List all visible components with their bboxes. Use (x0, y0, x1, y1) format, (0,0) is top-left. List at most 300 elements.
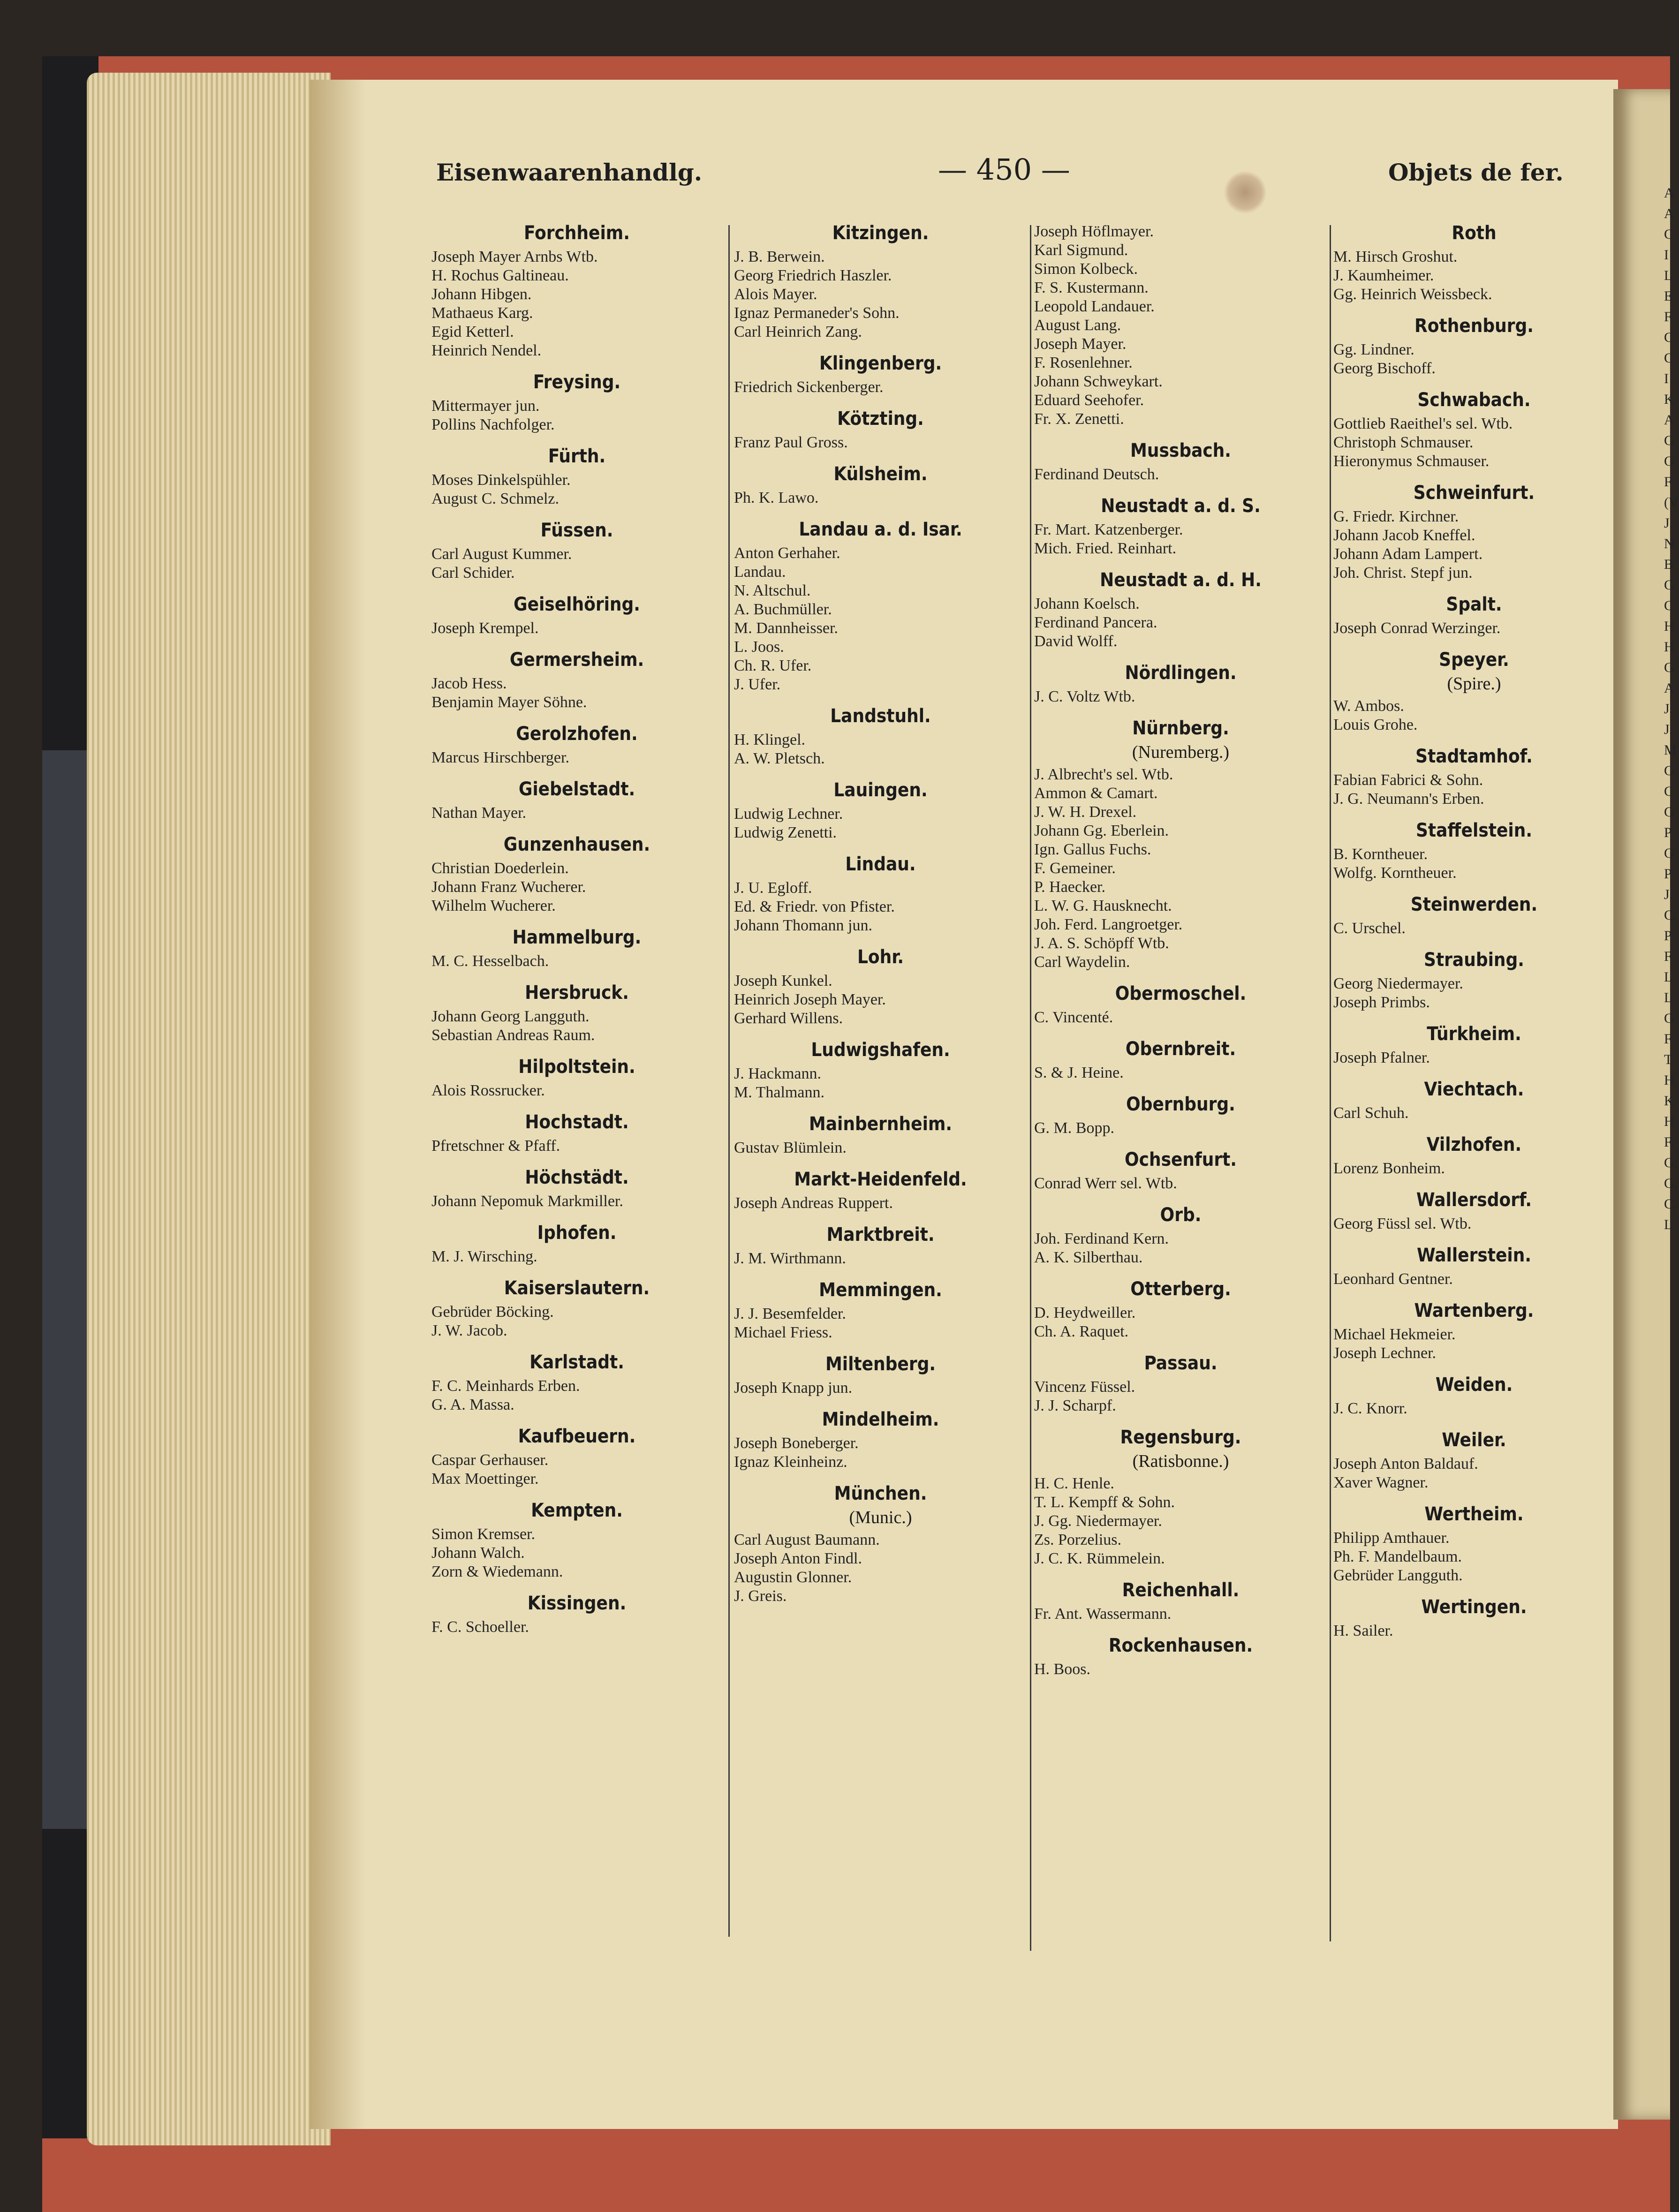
merchant-entry: Georg Füssl sel. Wtb. (1333, 1215, 1472, 1232)
next-page-letter: A (1664, 412, 1674, 428)
next-page-letter: C (1664, 350, 1674, 366)
next-page-letter: C (1664, 226, 1674, 242)
city-heading: Passau. (1144, 1352, 1218, 1374)
merchant-entry: Joseph Kunkel. (734, 972, 832, 989)
merchant-entry: Fabian Fabrici & Sohn. (1333, 771, 1483, 789)
city-heading: Fürth. (548, 445, 606, 467)
merchant-entry: Christian Doederlein. (431, 860, 569, 877)
merchant-entry: Ch. A. Raquet. (1034, 1323, 1129, 1340)
next-page-letter: A (1664, 185, 1674, 201)
city-heading: Weiden. (1435, 1374, 1513, 1396)
merchant-entry: Conrad Werr sel. Wtb. (1034, 1175, 1177, 1192)
merchant-entry: Joseph Anton Findl. (734, 1550, 862, 1567)
merchant-entry: Heinrich Joseph Mayer. (734, 991, 886, 1008)
merchant-entry: Johann Schweykart. (1034, 373, 1163, 390)
merchant-entry: Michael Hekmeier. (1333, 1326, 1456, 1343)
merchant-entry: J. M. Wirthmann. (734, 1250, 846, 1267)
merchant-entry: Joseph Primbs. (1333, 994, 1430, 1011)
next-page-letter: A (1664, 206, 1674, 221)
city-heading: Ochsenfurt. (1125, 1149, 1237, 1170)
next-page-letter: C (1664, 784, 1674, 799)
merchant-entry: B. Korntheuer. (1333, 846, 1428, 863)
merchant-entry: Johann Georg Langguth. (431, 1008, 590, 1025)
merchant-entry: F. S. Kustermann. (1034, 279, 1149, 296)
merchant-entry: Joh. Ferd. Langroetger. (1034, 916, 1183, 933)
merchant-entry: Gustav Blümlein. (734, 1139, 847, 1156)
merchant-entry: Gottlieb Raeithel's sel. Wtb. (1333, 415, 1513, 432)
next-page-letter: G (1664, 660, 1674, 675)
merchant-entry: Fr. X. Zenetti. (1034, 410, 1124, 428)
merchant-entry: Marcus Hirschberger. (431, 749, 569, 766)
merchant-entry: D. Heydweiller. (1034, 1304, 1136, 1321)
merchant-entry: Ludwig Lechner. (734, 805, 843, 823)
merchant-entry: L. W. G. Hausknecht. (1034, 897, 1172, 914)
merchant-entry: G. M. Bopp. (1034, 1119, 1114, 1137)
merchant-entry: Jacob Hess. (431, 675, 507, 692)
next-page-letter: L (1664, 1217, 1673, 1232)
merchant-entry: Ph. K. Lawo. (734, 489, 819, 506)
directory-column-3 (1034, 220, 1327, 1679)
merchant-entry: Heinrich Nendel. (431, 342, 542, 359)
city-heading: Obermoschel. (1115, 983, 1247, 1004)
merchant-entry: J. Hackmann. (734, 1065, 822, 1082)
city-heading: Kitzingen. (832, 222, 929, 244)
merchant-entry: A. K. Silberthau. (1034, 1249, 1143, 1266)
merchant-entry: M. J. Wirsching. (431, 1248, 537, 1265)
directory-column-4 (1333, 220, 1615, 1640)
merchant-entry: Johann Walch. (431, 1544, 525, 1562)
merchant-entry: Landau. (734, 563, 786, 581)
next-page-visible-letters (1664, 183, 1678, 1235)
merchant-entry: Joh. Christ. Stepf jun. (1333, 564, 1473, 581)
merchant-entry: Karl Sigmund. (1034, 242, 1128, 259)
next-page-edge (1613, 89, 1670, 2120)
merchant-entry: Ammon & Camart. (1034, 785, 1158, 802)
page-gutter-shadow (310, 80, 366, 2129)
city-heading: Lohr. (857, 946, 904, 968)
merchant-entry: Johann Jacob Kneffel. (1333, 527, 1475, 544)
next-page-letter: G (1664, 1011, 1674, 1026)
merchant-entry: Sebastian Andreas Raum. (431, 1027, 595, 1044)
merchant-entry: Joseph Boneberger. (734, 1434, 859, 1452)
merchant-entry: L. Joos. (734, 638, 784, 656)
next-page-letter: G (1664, 846, 1674, 861)
city-heading: Wertheim. (1424, 1503, 1524, 1525)
next-page-letter: I (1664, 371, 1669, 386)
next-page-letter: T (1664, 1052, 1673, 1067)
merchant-entry: Carl Waydelin. (1034, 953, 1130, 971)
city-heading: Freysing. (533, 371, 621, 393)
next-page-letter: N (1664, 536, 1674, 551)
merchant-entry: W. Ambos. (1333, 697, 1404, 715)
city-heading: Mindelheim. (822, 1409, 939, 1430)
merchant-entry: Carl Schider. (431, 564, 515, 581)
next-page-letter: H (1664, 1072, 1674, 1088)
next-page-letter: H (1664, 1114, 1674, 1129)
merchant-entry: Franz Paul Gross. (734, 434, 848, 451)
merchant-entry: H. Rochus Galtineau. (431, 267, 569, 284)
next-page-letter: H (1664, 619, 1674, 634)
merchant-entry: H. Boos. (1034, 1661, 1090, 1678)
next-page-letter: F (1664, 1031, 1672, 1047)
merchant-entry: Vincenz Füssel. (1034, 1378, 1135, 1396)
directory-column-2 (734, 220, 1027, 1606)
header-category-french: Objets de fer. (1388, 159, 1564, 186)
city-heading: Viechtach. (1424, 1079, 1524, 1100)
city-heading: Gunzenhausen. (503, 834, 650, 855)
column-divider-3 (1330, 225, 1331, 1941)
merchant-entry: J. W. Jacob. (431, 1322, 507, 1339)
next-page-letter: F (1664, 309, 1672, 325)
merchant-entry: F. Gemeiner. (1034, 860, 1116, 877)
merchant-entry: Ign. Gallus Fuchs. (1034, 841, 1151, 858)
merchant-entry: Lorenz Bonheim. (1333, 1160, 1445, 1177)
merchant-entry: Alois Rossrucker. (431, 1082, 545, 1099)
next-page-letter: J. (1664, 722, 1673, 737)
city-heading: Iphofen. (537, 1222, 617, 1244)
merchant-entry: Joh. Ferdinand Kern. (1034, 1230, 1169, 1247)
city-heading: Obernburg. (1126, 1094, 1235, 1115)
city-heading: Hilpoltstein. (518, 1056, 635, 1078)
merchant-entry: Ph. F. Mandelbaum. (1333, 1548, 1462, 1565)
merchant-entry: Ferdinand Deutsch. (1034, 466, 1159, 483)
city-heading: Giebelstadt. (518, 778, 635, 800)
column-divider-1 (728, 225, 730, 1937)
merchant-entry: Gebrüder Böcking. (431, 1303, 554, 1321)
next-page-letter: C. (1664, 1196, 1677, 1212)
merchant-entry: Ed. & Friedr. von Pfister. (734, 898, 895, 915)
next-page-letter: P (1664, 825, 1672, 840)
city-heading: Hochstadt. (525, 1111, 629, 1133)
merchant-entry: Joseph Höflmayer. (1034, 223, 1154, 240)
city-heading: Germersheim. (509, 649, 644, 671)
merchant-entry: Fr. Ant. Wassermann. (1034, 1605, 1172, 1623)
merchant-entry: J. Greis. (734, 1587, 787, 1605)
merchant-entry: Georg Friedrich Haszler. (734, 267, 892, 284)
merchant-entry: Leopold Landauer. (1034, 298, 1155, 315)
merchant-entry: J. G. Neumann's Erben. (1333, 790, 1484, 808)
merchant-entry: Carl August Kummer. (431, 545, 572, 563)
next-page-letter: G (1664, 763, 1674, 778)
merchant-entry: Ignaz Permaneder's Sohn. (734, 304, 900, 322)
city-french-name: (Nuremberg.) (1132, 742, 1230, 762)
merchant-entry: J. B. Berwein. (734, 248, 825, 265)
city-heading: Roth (1452, 222, 1497, 244)
city-heading: Ludwigshafen. (811, 1039, 950, 1061)
city-heading: Rothenburg. (1414, 315, 1534, 337)
merchant-entry: Joseph Conrad Werzinger. (1333, 619, 1501, 637)
merchant-entry: Carl Heinrich Zang. (734, 323, 862, 340)
merchant-entry: S. & J. Heine. (1034, 1064, 1124, 1081)
city-heading: Neustadt a. d. H. (1100, 569, 1262, 591)
merchant-entry: Gerhard Willens. (734, 1010, 843, 1027)
city-heading: Spalt. (1446, 594, 1502, 615)
merchant-entry: Nathan Mayer. (431, 804, 527, 822)
merchant-entry: Ferdinand Pancera. (1034, 614, 1157, 631)
merchant-entry: Joseph Pfalner. (1333, 1049, 1430, 1066)
merchant-entry: Hieronymus Schmauser. (1333, 453, 1490, 470)
merchant-entry: J. Ufer. (734, 676, 781, 693)
merchant-entry: M. Dannheisser. (734, 619, 838, 637)
city-heading: Füssen. (540, 520, 613, 541)
city-heading: Mussbach. (1130, 440, 1231, 461)
city-heading: Schwabach. (1417, 389, 1531, 411)
merchant-entry: J. J. Besemfelder. (734, 1305, 846, 1322)
city-heading: Stadtamhof. (1415, 746, 1533, 767)
merchant-entry: Johann Franz Wucherer. (431, 878, 586, 896)
city-heading: Steinwerden. (1410, 894, 1538, 915)
column-divider-2 (1030, 225, 1031, 1951)
merchant-entry: Joseph Mayer Arnbs Wtb. (431, 248, 598, 265)
merchant-entry: H. Sailer. (1333, 1622, 1393, 1639)
city-heading: Schweinfurt. (1413, 482, 1535, 504)
next-page-letter: I (1664, 247, 1669, 263)
merchant-entry: Joseph Mayer. (1034, 335, 1127, 353)
city-heading: Külsheim. (833, 463, 928, 485)
merchant-entry: N. Altschul. (734, 582, 811, 599)
merchant-entry: Joseph Krempel. (431, 619, 539, 637)
merchant-entry: M. C. Hesselbach. (431, 952, 549, 970)
merchant-entry: J. Gg. Niedermayer. (1034, 1512, 1162, 1530)
next-page-letter: G (1664, 577, 1674, 593)
next-page-letter: M (1664, 742, 1677, 758)
merchant-entry: Joseph Lechner. (1333, 1344, 1437, 1362)
merchant-entry: Max Moettinger. (431, 1470, 539, 1487)
merchant-entry: Benjamin Mayer Söhne. (431, 694, 587, 711)
merchant-entry: J. W. H. Drexel. (1034, 803, 1137, 821)
next-page-letter: K (1664, 1093, 1674, 1109)
merchant-entry: H. C. Henle. (1034, 1475, 1114, 1492)
merchant-entry: Gg. Lindner. (1333, 341, 1414, 358)
city-heading: Obernbreit. (1125, 1038, 1236, 1060)
paper-stain (1224, 171, 1266, 213)
next-page-letter: K (1664, 392, 1674, 407)
merchant-entry: F. C. Schoeller. (431, 1618, 529, 1636)
merchant-entry: Ignaz Kleinheinz. (734, 1453, 847, 1471)
merchant-entry: J. C. Voltz Wtb. (1034, 688, 1135, 705)
merchant-entry: Zorn & Wiedemann. (431, 1563, 563, 1580)
city-heading: Landau a. d. Isar. (799, 519, 962, 540)
merchant-entry: Simon Kremser. (431, 1525, 535, 1543)
merchant-entry: M. Hirsch Groshut. (1333, 248, 1458, 265)
merchant-entry: Philipp Amthauer. (1333, 1529, 1450, 1547)
city-heading: Wertingen. (1421, 1596, 1527, 1618)
city-heading: Mainbernheim. (809, 1113, 953, 1135)
city-heading: München. (834, 1483, 927, 1504)
merchant-entry: Joseph Anton Baldauf. (1333, 1455, 1478, 1472)
city-heading: Kötzting. (837, 408, 924, 430)
merchant-entry: Wilhelm Wucherer. (431, 897, 556, 914)
merchant-entry: Mittermayer jun. (431, 397, 540, 415)
merchant-entry: Pollins Nachfolger. (431, 416, 555, 433)
next-page-letter: G. (1664, 1155, 1678, 1170)
city-heading: Karlstadt. (529, 1351, 624, 1373)
next-page-letter: G. (1664, 1176, 1678, 1191)
next-page-letter: L (1664, 990, 1673, 1005)
merchant-entry: Joseph Andreas Ruppert. (734, 1194, 893, 1212)
merchant-entry: Johann Thomann jun. (734, 917, 872, 934)
city-heading: Wallerstein. (1416, 1245, 1532, 1266)
merchant-entry: Carl Schuh. (1333, 1104, 1409, 1122)
merchant-entry: J. A. S. Schöpff Wtb. (1034, 935, 1169, 952)
city-heading: Marktbreit. (826, 1224, 935, 1246)
next-page-letter: J. (1664, 515, 1673, 531)
city-heading: Miltenberg. (825, 1353, 936, 1375)
merchant-entry: Egid Ketterl. (431, 323, 514, 340)
next-page-letter: F (1664, 949, 1672, 964)
city-heading: Weiler. (1442, 1429, 1506, 1451)
merchant-entry: J. J. Scharpf. (1034, 1397, 1116, 1414)
city-heading: Speyer. (1439, 649, 1509, 671)
merchant-entry: A. W. Pletsch. (734, 750, 825, 767)
merchant-entry: Eduard Seehofer. (1034, 392, 1144, 409)
city-heading: Lindau. (845, 853, 916, 875)
merchant-entry: Johann Gg. Eberlein. (1034, 822, 1169, 839)
merchant-entry: Johann Nepomuk Markmiller. (431, 1193, 623, 1210)
merchant-entry: Gg. Heinrich Weissbeck. (1333, 286, 1492, 303)
next-page-letter: J. (1664, 887, 1673, 902)
merchant-entry: Johann Adam Lampert. (1333, 545, 1483, 563)
city-heading: Hersbruck. (525, 982, 629, 1004)
city-heading: Wallersdorf. (1416, 1189, 1532, 1211)
next-page-letter: F (1664, 474, 1672, 490)
merchant-entry: Georg Bischoff. (1333, 360, 1436, 377)
city-french-name: (Ratisbonne.) (1132, 1451, 1229, 1471)
merchant-entry: T. L. Kempff & Sohn. (1034, 1494, 1175, 1511)
merchant-entry: Anton Gerhaher. (734, 544, 840, 562)
merchant-entry: Christoph Schmauser. (1333, 434, 1474, 451)
page-number: — 450 — (938, 152, 1070, 187)
merchant-entry: Gebrüder Langguth. (1333, 1567, 1463, 1584)
merchant-entry: August C. Schmelz. (431, 490, 559, 507)
merchant-entry: Ludwig Zenetti. (734, 824, 837, 841)
merchant-entry: Simon Kolbeck. (1034, 260, 1138, 278)
city-heading: Neustadt a. d. S. (1101, 495, 1261, 517)
merchant-entry: Johann Koelsch. (1034, 595, 1140, 612)
merchant-entry: Mich. Fried. Reinhart. (1034, 540, 1177, 557)
merchant-entry: G. A. Massa. (431, 1396, 514, 1413)
merchant-entry: J. C. Knorr. (1333, 1400, 1407, 1417)
merchant-entry: C. Vincenté. (1034, 1009, 1113, 1026)
merchant-entry: Caspar Gerhauser. (431, 1451, 549, 1469)
next-page-letter: A (1664, 680, 1674, 696)
next-page-letter: C (1664, 330, 1674, 345)
city-heading: Forchheim. (524, 222, 630, 244)
merchant-entry: G. Friedr. Kirchner. (1333, 508, 1459, 525)
merchant-entry: Xaver Wagner. (1333, 1474, 1429, 1491)
next-page-letter: C (1664, 598, 1674, 613)
city-heading: Kempten. (531, 1500, 623, 1521)
merchant-entry: Mathaeus Karg. (431, 304, 533, 322)
next-page-letter: E (1664, 288, 1673, 304)
city-heading: Nördlingen. (1125, 662, 1237, 684)
header-category-german: Eisenwaarenhandlg. (436, 159, 703, 186)
next-page-letter: B (1664, 557, 1674, 572)
merchant-entry: Ch. R. Ufer. (734, 657, 812, 674)
city-heading: Vilzhofen. (1426, 1134, 1522, 1155)
city-heading: Klingenberg. (819, 353, 942, 374)
merchant-entry: H. Klingel. (734, 731, 806, 748)
merchant-entry: Johann Hibgen. (431, 286, 532, 303)
merchant-entry: A. Buchmüller. (734, 601, 832, 618)
city-heading: Gerolzhofen. (516, 723, 638, 745)
merchant-entry: P. Haecker. (1034, 878, 1106, 896)
city-heading: Regensburg. (1120, 1427, 1241, 1448)
next-page-letter: G (1664, 433, 1674, 448)
merchant-entry: Alois Mayer. (734, 286, 817, 303)
next-page-letter: P (1664, 866, 1672, 882)
city-heading: Höchstädt. (525, 1167, 629, 1188)
city-heading: Geiselhöring. (514, 594, 640, 615)
merchant-entry: Moses Dinkelspühler. (431, 471, 571, 489)
city-heading: Hammelburg. (512, 927, 642, 948)
merchant-entry: David Wolff. (1034, 633, 1118, 650)
merchant-entry: Michael Friess. (734, 1324, 832, 1341)
city-heading: Orb. (1160, 1204, 1202, 1226)
next-page-letter: F. (1664, 1134, 1674, 1150)
merchant-entry: J. Albrecht's sel. Wtb. (1034, 766, 1173, 783)
next-page-letter: L (1664, 268, 1673, 283)
merchant-entry: J. C. K. Rümmelein. (1034, 1550, 1165, 1567)
merchant-entry: August Lang. (1034, 317, 1121, 334)
next-page-letter: L (1664, 969, 1673, 985)
merchant-entry: Georg Niedermayer. (1333, 975, 1463, 992)
city-heading: Lauingen. (833, 779, 928, 801)
merchant-entry: Wolfg. Korntheuer. (1333, 864, 1457, 882)
merchant-entry: F. Rosenlehner. (1034, 354, 1133, 371)
merchant-entry: Joseph Knapp jun. (734, 1379, 853, 1397)
city-heading: Nürnberg. (1132, 717, 1229, 739)
next-page-letter: G (1664, 453, 1674, 469)
merchant-entry: Carl August Baumann. (734, 1531, 880, 1548)
merchant-entry: Friedrich Sickenberger. (734, 378, 884, 396)
city-heading: Kaufbeuern. (518, 1426, 636, 1447)
city-heading: Türkheim. (1427, 1023, 1521, 1045)
city-heading: Wartenberg. (1414, 1300, 1534, 1321)
merchant-entry: F. C. Meinhards Erben. (431, 1377, 580, 1395)
merchant-entry: Leonhard Gentner. (1333, 1270, 1453, 1288)
city-heading: Staffelstein. (1416, 820, 1532, 841)
merchant-entry: Fr. Mart. Katzenberger. (1034, 521, 1183, 538)
city-french-name: (Munic.) (849, 1508, 912, 1527)
merchant-entry: Louis Grohe. (1333, 716, 1418, 733)
next-page-letter: (V (1664, 495, 1679, 510)
directory-column-1 (431, 220, 722, 1637)
city-heading: Straubing. (1424, 949, 1524, 971)
city-heading: Kissingen. (527, 1593, 627, 1614)
merchant-entry: Pfretschner & Pfaff. (431, 1137, 560, 1155)
merchant-entry: Zs. Porzelius. (1034, 1531, 1122, 1548)
city-heading: Kaiserslautern. (504, 1277, 650, 1299)
city-french-name: (Spire.) (1447, 674, 1501, 694)
merchant-entry: Augustin Glonner. (734, 1569, 852, 1586)
next-page-letter: J. (1664, 701, 1673, 717)
city-heading: Memmingen. (819, 1279, 942, 1301)
page-stack-edges (87, 73, 331, 2145)
city-heading: Markt-Heidenfeld. (794, 1169, 967, 1190)
city-heading: Rockenhausen. (1108, 1635, 1253, 1656)
city-heading: Otterberg. (1130, 1278, 1231, 1300)
merchant-entry: C. Urschel. (1333, 920, 1406, 937)
next-page-letter: C. (1664, 907, 1677, 923)
city-heading: Landstuhl. (830, 705, 931, 727)
merchant-entry: J. U. Egloff. (734, 879, 812, 897)
next-page-letter: G (1664, 804, 1674, 820)
merchant-entry: J. Kaumheimer. (1333, 267, 1434, 284)
next-page-letter: P (1664, 928, 1672, 944)
city-heading: Reichenhall. (1122, 1579, 1240, 1601)
merchant-entry: M. Thalmann. (734, 1084, 824, 1101)
